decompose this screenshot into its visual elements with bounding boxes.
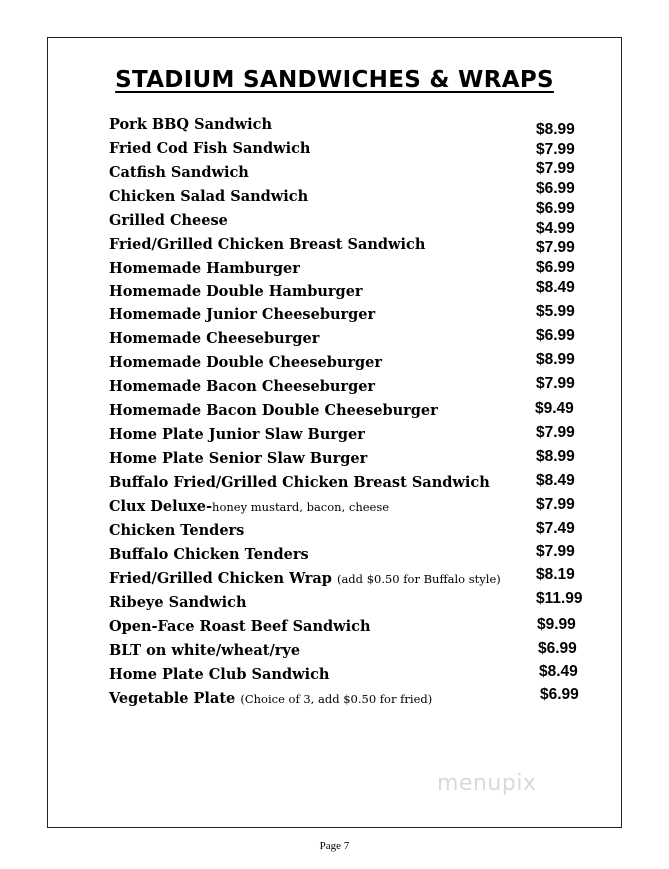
item-name: Homemade Bacon Double Cheeseburger <box>109 402 438 419</box>
item-name: Buffalo Chicken Tenders <box>109 546 309 563</box>
item-note: (Choice of 3, add $0.50 for fried) <box>240 692 433 706</box>
item-price: $6.99 <box>536 259 575 276</box>
item-name: Homemade Double Hamburger <box>109 283 363 300</box>
item-price: $5.99 <box>536 303 575 320</box>
item-name: Buffalo Fried/Grilled Chicken Breast Sandwich <box>109 474 490 491</box>
item-name: Grilled Cheese <box>109 212 228 229</box>
item-price: $8.49 <box>536 472 575 489</box>
item-price: $7.99 <box>536 141 575 158</box>
item-price: $7.99 <box>536 375 575 392</box>
item-name: Fried/Grilled Chicken Breast Sandwich <box>109 236 426 253</box>
item-name: Homemade Cheeseburger <box>109 330 320 347</box>
item-name: Homemade Hamburger <box>109 260 300 277</box>
item-price: $4.99 <box>536 220 575 237</box>
item-price: $8.99 <box>536 448 575 465</box>
item-price: $8.99 <box>536 121 575 138</box>
item-name: Fried Cod Fish Sandwich <box>109 140 311 157</box>
item-price: $6.99 <box>540 686 579 703</box>
item-price: $7.99 <box>536 239 575 256</box>
item-name: Fried/Grilled Chicken Wrap (add $0.50 for Buffalo style) <box>109 570 501 587</box>
item-price: $7.99 <box>536 160 575 177</box>
item-price: $11.99 <box>536 590 583 607</box>
item-name: Homemade Double Cheeseburger <box>109 354 383 371</box>
item-price: $8.19 <box>536 566 575 583</box>
item-name: Ribeye Sandwich <box>109 594 247 611</box>
item-name: Home Plate Club Sandwich <box>109 666 330 683</box>
item-name: BLT on white/wheat/rye <box>109 642 301 659</box>
item-price: $6.99 <box>536 180 575 197</box>
menupix-watermark: menupix <box>437 771 537 796</box>
item-name: Home Plate Senior Slaw Burger <box>109 450 368 467</box>
item-name: Catfish Sandwich <box>109 164 249 181</box>
item-name: Pork BBQ Sandwich <box>109 116 273 133</box>
item-name: Home Plate Junior Slaw Burger <box>109 426 365 443</box>
item-price: $9.99 <box>537 616 576 633</box>
item-name: Homemade Bacon Cheeseburger <box>109 378 376 395</box>
item-name: Open-Face Roast Beef Sandwich <box>109 618 371 635</box>
item-name: Clux Deluxe-honey mustard, bacon, cheese <box>109 498 390 515</box>
item-price: $8.99 <box>536 351 575 368</box>
item-price: $6.99 <box>538 640 577 657</box>
item-price: $8.49 <box>539 663 578 680</box>
item-price: $6.99 <box>536 200 575 217</box>
item-price: $6.99 <box>536 327 575 344</box>
item-price: $8.49 <box>536 279 575 296</box>
item-name: Chicken Salad Sandwich <box>109 188 309 205</box>
item-name: Vegetable Plate (Choice of 3, add $0.50 for fried) <box>109 690 433 707</box>
item-note: (add $0.50 for Buffalo style) <box>336 572 501 586</box>
item-price: $9.49 <box>535 400 574 417</box>
item-note: honey mustard, bacon, cheese <box>212 500 390 514</box>
item-name: Homemade Junior Cheeseburger <box>109 306 376 323</box>
page-title: STADIUM SANDWICHES & WRAPS <box>115 67 554 93</box>
item-price: $7.49 <box>536 520 575 537</box>
item-name: Chicken Tenders <box>109 522 245 539</box>
page-number: Page 7 <box>319 840 350 852</box>
item-price: $7.99 <box>536 496 575 513</box>
item-price: $7.99 <box>536 543 575 560</box>
item-price: $7.99 <box>536 424 575 441</box>
